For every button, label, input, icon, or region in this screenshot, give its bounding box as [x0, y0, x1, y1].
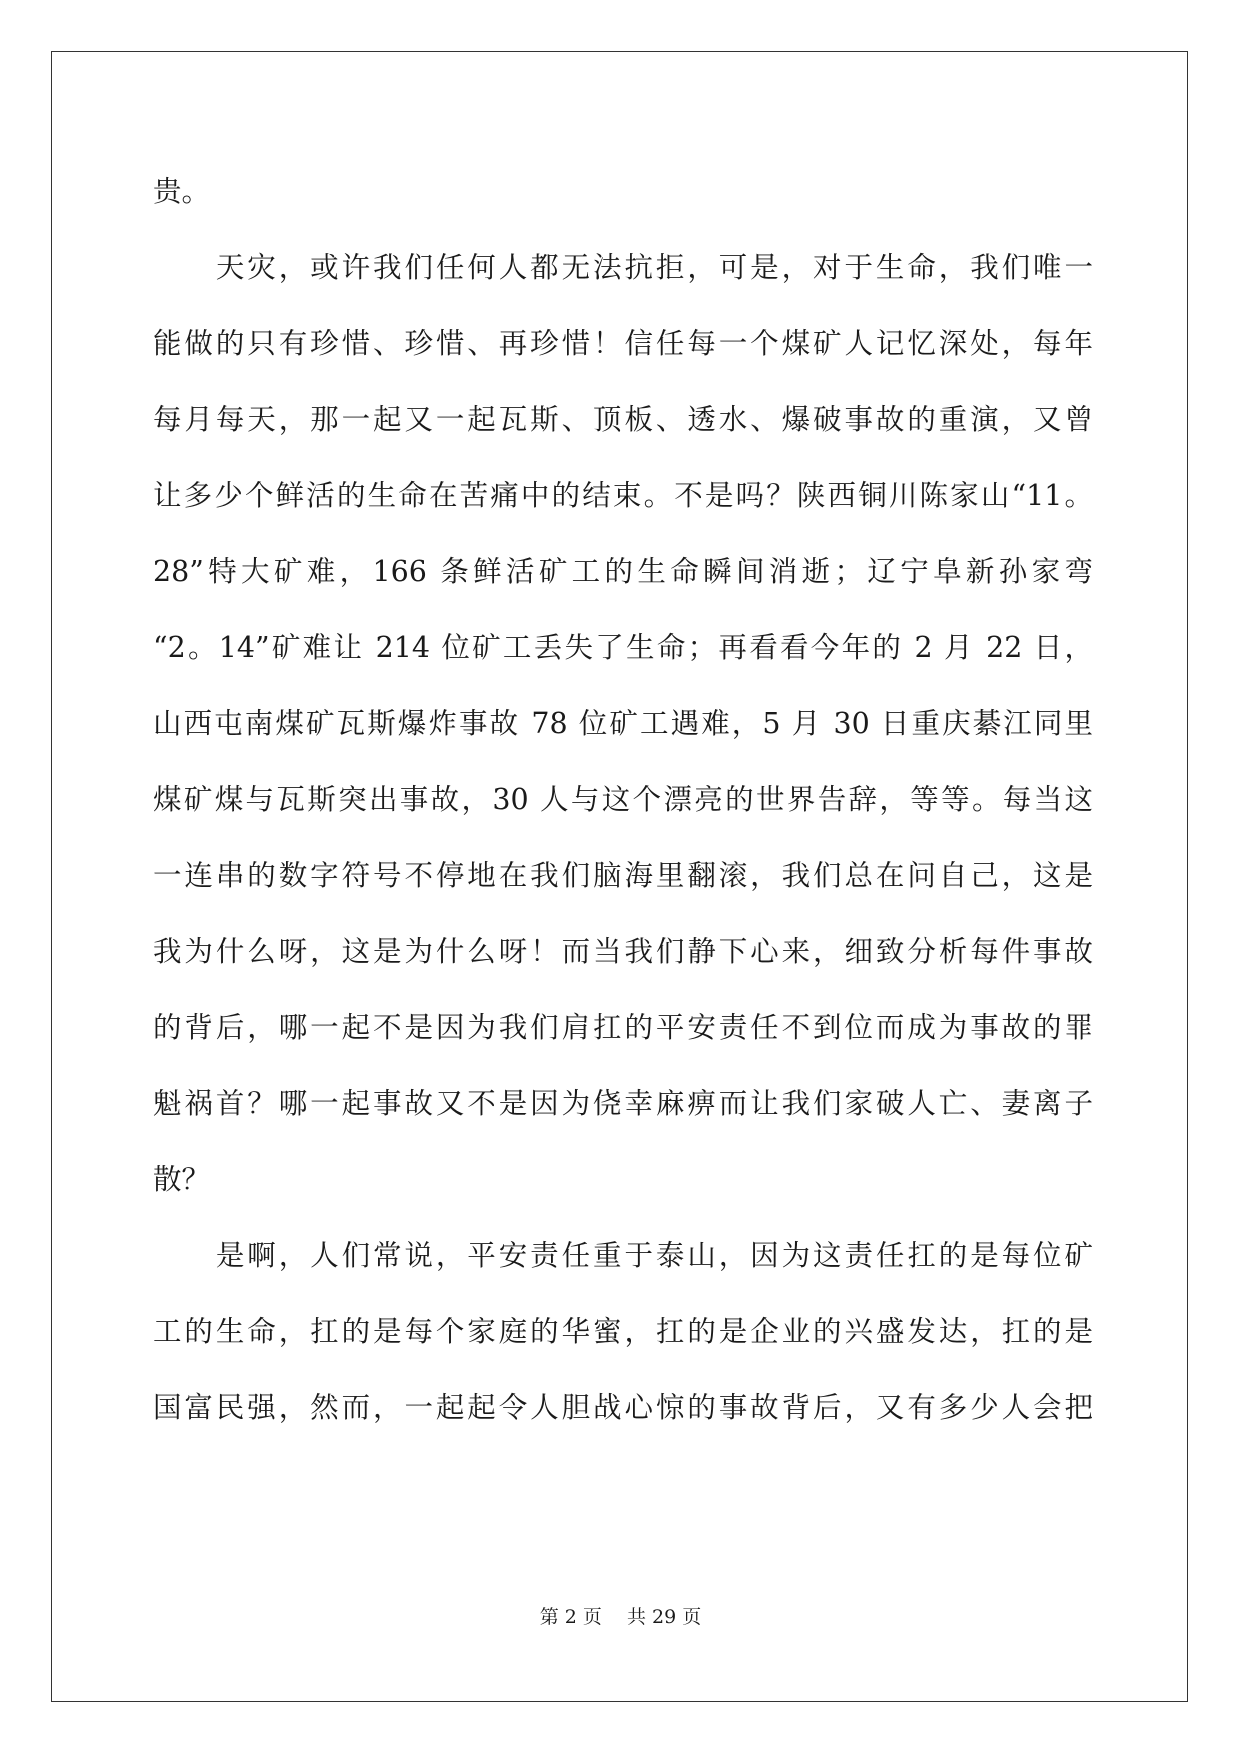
page-number-footer: 第 2 页 共 29 页 — [539, 1606, 702, 1628]
text-line: 让多少个鲜活的生命在苦痛中的结束。不是吗？陕西铜川陈家山“11。 — [153, 479, 1093, 512]
text-line: 一连串的数字符号不停地在我们脑海里翻滚，我们总在问自己，这是 — [153, 859, 1093, 892]
text-line: 的背后，哪一起不是因为我们肩扛的平安责任不到位而成为事故的罪 — [153, 1011, 1093, 1044]
text-line: 我为什么呀，这是为什么呀！而当我们静下心来，细致分析每件事故 — [153, 935, 1093, 968]
text-line: 贵。 — [153, 175, 211, 208]
text-line: 是啊，人们常说，平安责任重于泰山，因为这责任扛的是每位矿 — [153, 1239, 1093, 1272]
text-line: 魁祸首？哪一起事故又不是因为侥幸麻痹而让我们家破人亡、妻离子 — [153, 1087, 1093, 1120]
text-line: 煤矿煤与瓦斯突出事故，30 人与这个漂亮的世界告辞，等等。每当这 — [153, 783, 1093, 816]
text-line: 能做的只有珍惜、珍惜、再珍惜！信任每一个煤矿人记忆深处，每年 — [153, 327, 1093, 360]
text-line: 山西屯南煤矿瓦斯爆炸事故 78 位矿工遇难，5 月 30 日重庆綦江同里 — [153, 707, 1093, 740]
text-line: 国富民强，然而，一起起令人胆战心惊的事故背后，又有多少人会把 — [153, 1391, 1093, 1424]
text-line: 工的生命，扛的是每个家庭的华蜜，扛的是企业的兴盛发达，扛的是 — [153, 1315, 1093, 1348]
text-line: 天灾，或许我们任何人都无法抗拒，可是，对于生命，我们唯一 — [153, 251, 1093, 284]
text-line: 每月每天，那一起又一起瓦斯、顶板、透水、爆破事故的重演，又曾 — [153, 403, 1093, 436]
text-line: “2。14”矿难让 214 位矿工丢失了生命；再看看今年的 2 月 22 日， — [153, 631, 1093, 664]
text-line: 28”特大矿难，166 条鲜活矿工的生命瞬间消逝；辽宁阜新孙家弯 — [153, 555, 1093, 588]
text-line: 散？ — [153, 1163, 211, 1196]
